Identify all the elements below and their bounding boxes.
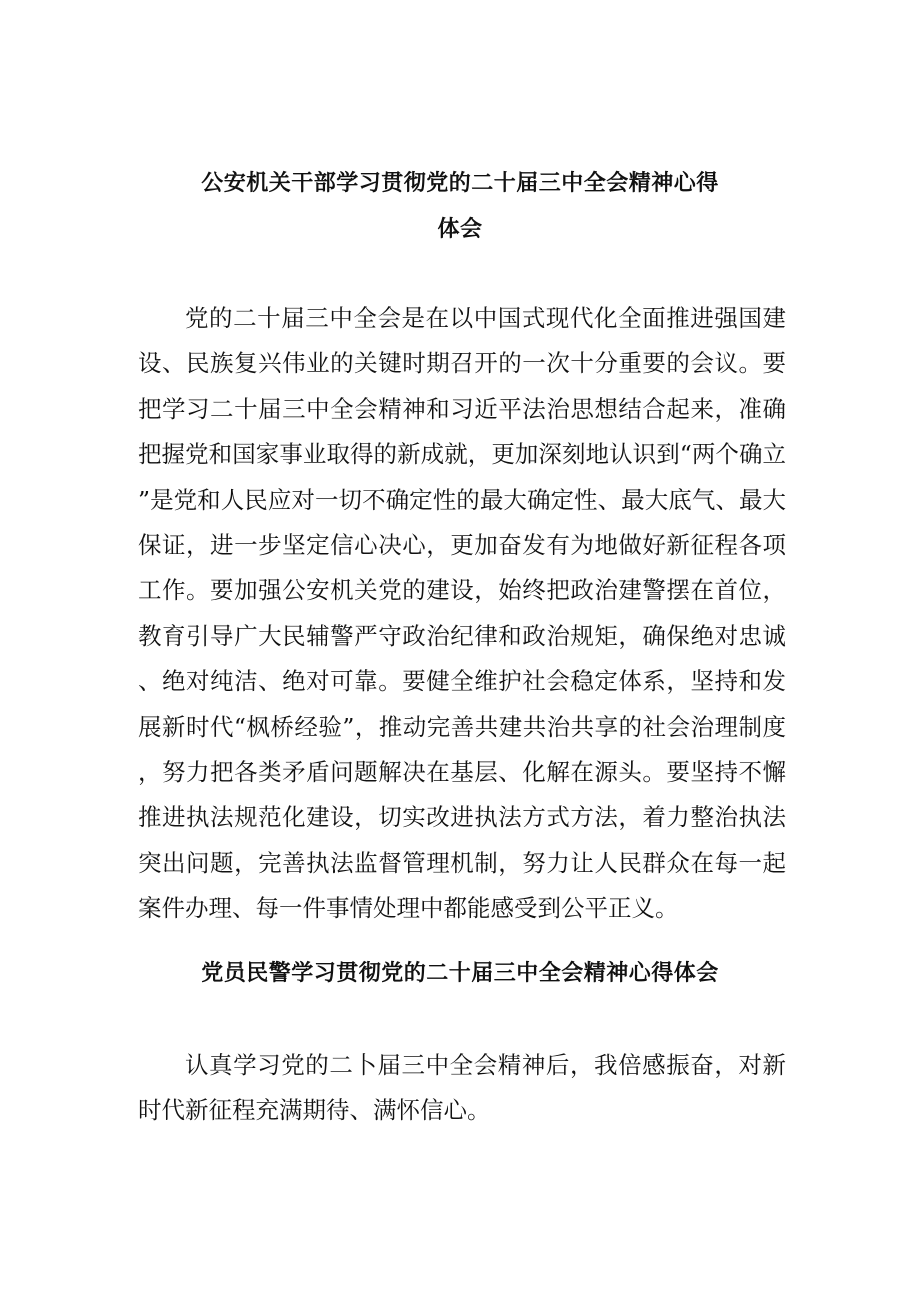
section1-title-line1: 公安机关干部学习贯彻党的二十届三中全会精神心得 [201,171,719,196]
section1-title-line2: 体会 [437,217,483,242]
section2-title: 党员民警学习贯彻党的二十届三中全会精神心得体会 [201,961,719,986]
section2-paragraph: 认真学习党的二卜届三中全会精神后，我倍感振奋，对新时代新征程充满期待、满怀信心。 [138,1051,786,1125]
section1-paragraph: 党的二十届三中全会是在以中国式现代化全面推进强国建设、民族复兴伟业的关键时期召开的一次十分重要的会议。要把学习二十届三中全会精神和习近平法治思想结合起来，准确把握党和国家事业取得的新成就，更加深刻地认识到“两个确立”是党和人民应对一切不确定性的最大确定性、最大底气、最大保证，进一步坚定信心决心，更加奋发有为地做好新征程各项工作。要加强公安机关党的建设，始终把政治建警摆在首位，教育引导广大民辅警严守政治纪律和政治规矩，确保绝对忠诚、绝对纯洁、绝对可靠。要健全维护社会稳定体系，坚持和发展新时代“枫桥经验”，推动完善共建共治共享的社会治理制度，努力把各类矛盾问题解决在基层、化解在源头。要坚持不懈推进执法规范化建设，切实改进执法方式方法，着力整治执法突出问题，完善执法监督管理机制，努力让人民群众在每一起案件办理、每一件事情处理中都能感受到公平正义。 [138,304,786,923]
